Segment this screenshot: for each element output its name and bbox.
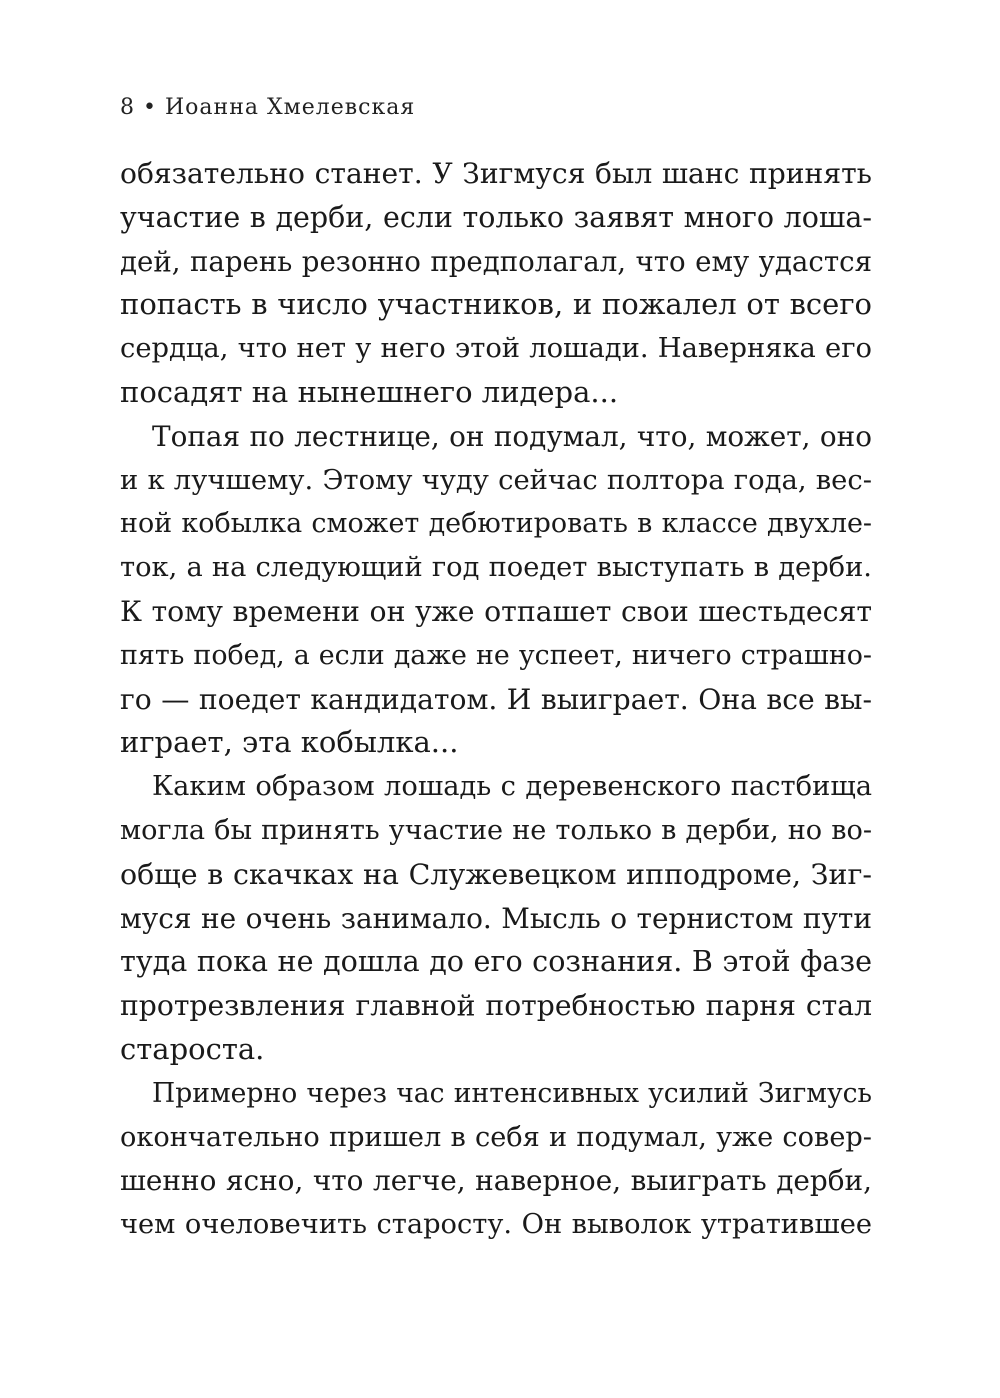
text-line: Топая по лестнице, он подумал, что, может, оно [152,419,872,453]
text-line: чем очеловечить старосту. Он выволок утратившее [120,1209,872,1241]
book-page [120,88,872,1247]
running-head [120,88,872,128]
page-number: 8 [120,95,135,120]
header-separator: • [143,95,157,120]
text-line: и к лучшему. Этому чуду сейчас полтора года, вес- [120,464,872,496]
text-line: дей, парень резонно предполагал, что ему удастся [120,244,872,278]
text-line: туда пока не дошла до его сознания. В этой фазе [120,944,872,979]
text-line: протрезвления главной потребностью парня стал [120,989,872,1023]
text-line: ной кобылка сможет дебютировать в классе двухле- [120,508,872,540]
text-line: Примерно через час интенсивных усилий Зигмусь [152,1077,872,1109]
text-line: обязательно станет. У Зигмуся был шанс принять [120,157,872,190]
author-name: Иоанна Хмелевская [164,95,416,120]
text-line: шенно ясно, что легче, наверное, выиграть дерби, [120,1164,872,1198]
text-line: сердца, что нет у него этой лошади. Наверняка его [120,333,872,365]
text-line: окончательно пришел в себя и подумал, уже совер- [120,1121,872,1153]
text-line: участие в дерби, если только заявят много лоша- [120,200,872,234]
text-line: Каким образом лошадь с деревенского пастбища [152,771,872,803]
text-line: муся не очень занимало. Мысль о тернистом пути [120,901,872,935]
text-line: обще в скачках на Служевецком ипподроме, Зиг- [120,857,872,891]
text-line: посадят на нынешнего лидера... [120,374,619,409]
text-line: го — поедет кандидатом. И выиграет. Она все вы- [120,682,872,716]
text-line: староста. [120,1031,265,1066]
body-text [120,152,872,1247]
text-line: играет, эта кобылка... [120,725,459,760]
text-line: ток, а на следующий год поедет выступать в дерби. [120,552,872,584]
text-line: могла бы принять участие не только в дерби, но во- [120,814,872,846]
text-line: пять побед, а если даже не успеет, ничего страшно- [120,639,872,671]
text-line: попасть в число участников, и пожалел от всего [120,287,872,322]
text-line: К тому времени он уже отпашет свои шестьдесят [120,594,872,628]
